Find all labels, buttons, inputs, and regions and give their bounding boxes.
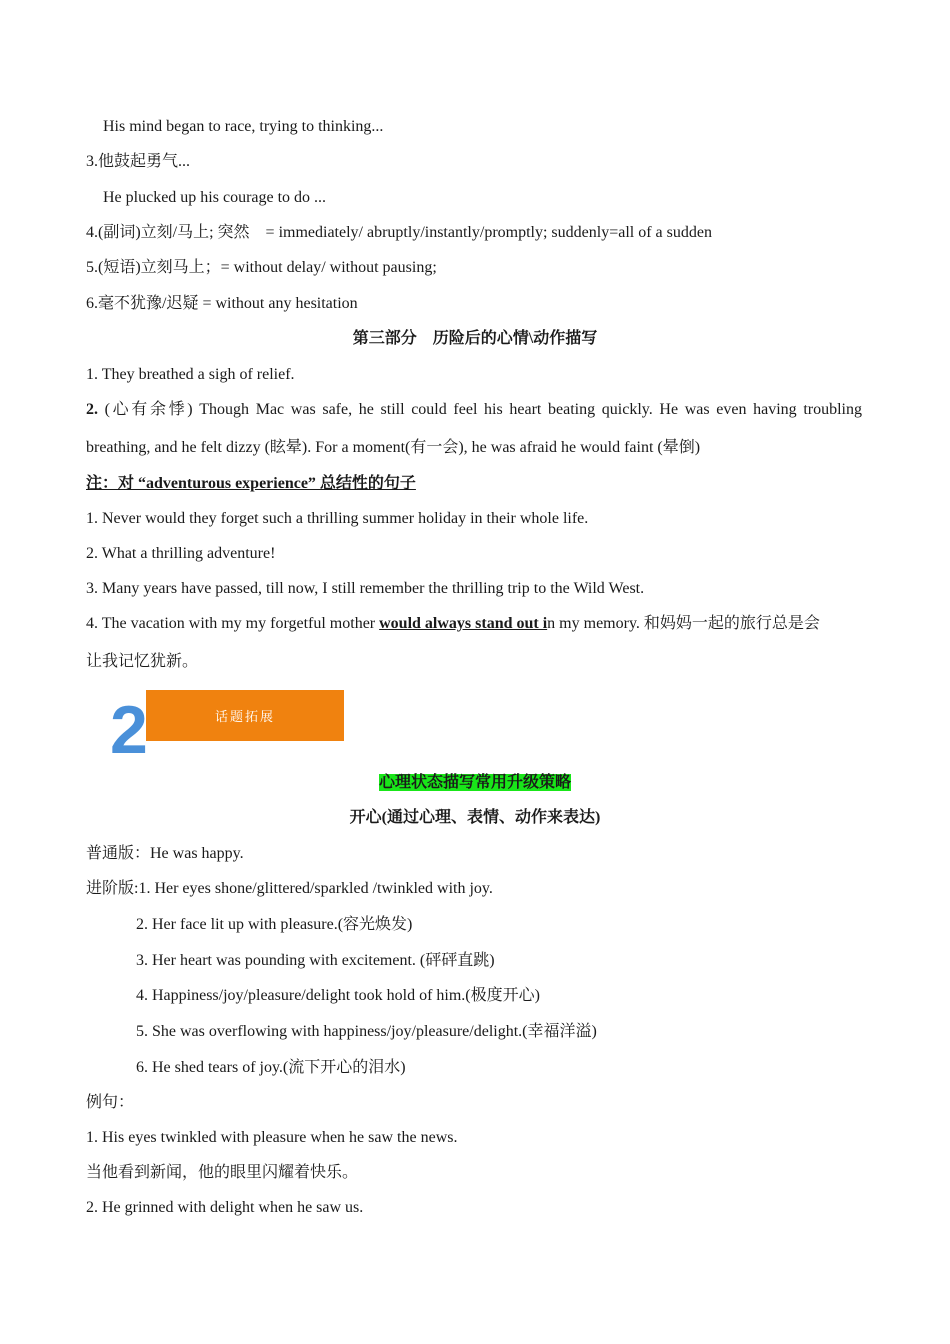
section-badge-number: 2 (110, 692, 148, 768)
list-item: 6. He shed tears of joy.(流下开心的泪水) (136, 1059, 406, 1076)
section-heading: 第三部分 历险后的心情\动作描写 (352, 330, 598, 347)
list-item (86, 614, 820, 634)
list-item: 1. They breathed a sigh of relief. (86, 366, 295, 383)
strategy-subtitle: 开心(通过心理、表情、动作来表达) (349, 809, 601, 826)
text-line: 4.(副词)立刻/马上; 突然 = immediately/ abruptly/instantly/promptly; suddenly=all of a sudden (86, 224, 712, 241)
paragraph-line (86, 400, 862, 420)
text-line: He plucked up his courage to do ... (103, 189, 327, 206)
text-line: His mind began to race, trying to thinking... (103, 118, 384, 135)
list-item: 1. Never would they forget such a thrilling summer holiday in their whole life. (86, 510, 589, 527)
note-heading: 注：对 “adventurous experience” 总结性的句子 (86, 475, 416, 492)
text-line: 6.毫不犹豫/迟疑 = without any hesitation (86, 295, 358, 312)
emphasis-text: would always stand out i (379, 615, 548, 632)
example-sentence: 1. His eyes twinkled with pleasure when he saw the news. (86, 1129, 458, 1146)
list-item: 2. What a thrilling adventure! (86, 545, 276, 562)
text-line: 5.(短语)立刻马上；= without delay/ without pausing; (86, 259, 437, 276)
list-item: 2. Her face lit up with pleasure.(容光焕发) (136, 916, 413, 933)
item-number: 2. (86, 401, 98, 418)
text-line: 让我记忆犹新。 (86, 653, 199, 670)
example-label: 例句： (86, 1094, 135, 1111)
list-item: 3. Her heart was pounding with excitement. (砰砰直跳) (136, 952, 495, 969)
item-text: 4. The vacation with my my forgetful mother (86, 615, 380, 632)
section-badge-bar (146, 690, 344, 741)
example-sentence: 2. He grinned with delight when he saw us. (86, 1199, 364, 1216)
item-text: (心有余悸) Though Mac was safe, he still could feel his heart beating quickly. He was even having troubling (98, 401, 862, 418)
strategy-title (0, 773, 950, 793)
list-item: 4. Happiness/joy/pleasure/delight took hold of him.(极度开心) (136, 987, 540, 1004)
text-line: 3.他鼓起勇气... (86, 153, 191, 170)
list-item: 3. Many years have passed, till now, I still remember the thrilling trip to the Wild West. (86, 580, 645, 597)
paragraph-line: breathing, and he felt dizzy (眩晕). For a moment(有一会), he was afraid he would faint (晕倒) (86, 439, 701, 456)
item-text: n my memory. 和妈妈一起的旅行总是会 (547, 615, 820, 632)
section-badge-label: 话题拓展 (214, 710, 275, 725)
text-line: 进阶版:1. Her eyes shone/glittered/sparkled /twinkled with joy. (86, 880, 493, 897)
text-line: 普通版：He was happy. (86, 845, 244, 862)
highlighted-title: 心理状态描写常用升级策略 (378, 774, 571, 791)
list-item (86, 400, 862, 458)
example-translation: 当他看到新闻，他的眼里闪耀着快乐。 (86, 1164, 359, 1181)
list-item: 5. She was overflowing with happiness/joy/pleasure/delight.(幸福洋溢) (136, 1023, 597, 1040)
